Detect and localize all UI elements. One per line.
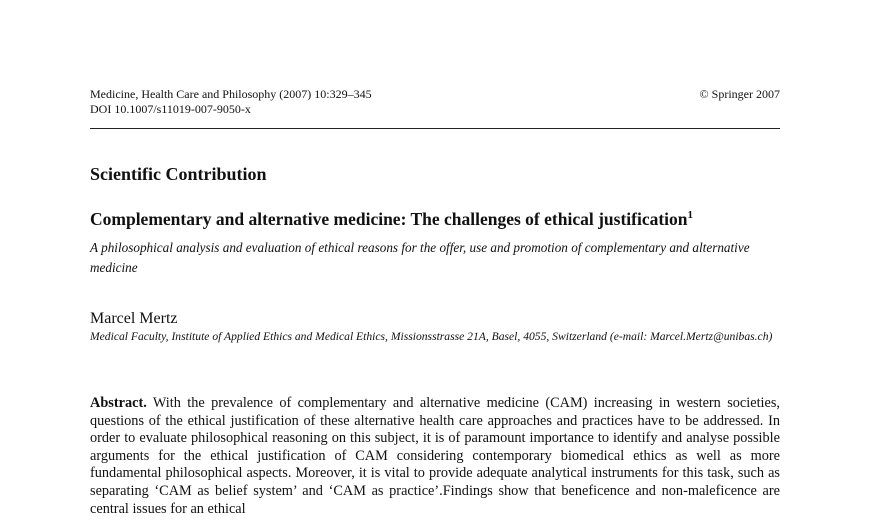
header-rule <box>90 128 780 129</box>
article-subtitle: A philosophical analysis and evaluation of ethical reasons for the offer, use and promotion of complementary and alternative medicine <box>90 240 750 275</box>
doi: DOI 10.1007/s11019-007-9050-x <box>90 102 251 116</box>
abstract <box>90 395 780 518</box>
journal-citation-block <box>90 87 372 117</box>
section-label: Scientific Contribution <box>90 164 267 184</box>
author-affiliation: Medical Faculty, Institute of Applied Ethics and Medical Ethics, Missionsstrasse 21A, Basel, 4055, Switzerland (e-mail: Marcel.Mertz@unibas.ch) <box>90 330 773 343</box>
abstract-text: With the prevalence of complementary and alternative medicine (CAM) increasing in western societies, questions of the ethical justification of these alternative health care approaches and practices have to be addressed. In order to evaluate philosophical reasoning on this subject, it is of paramount importance to identify and analyse possible arguments for the ethical justification of CAM considering contemporary biomedical ethics as well as more fundamental philosophical aspects. Moreover, it is vital to provide adequate analytical instruments for this task, such as separating ‘CAM as belief system’ and ‘CAM as practice’.Findings show that beneficence and non-maleficence are central issues for an ethical <box>90 395 780 517</box>
journal-citation: Medicine, Health Care and Philosophy (2007) 10:329–345 <box>90 87 372 101</box>
author-name: Marcel Mertz <box>90 310 178 327</box>
abstract-label: Abstract. <box>90 395 147 411</box>
title-footnote-marker[interactable]: 1 <box>687 209 694 221</box>
article-title <box>90 208 790 230</box>
article-title-text: Complementary and alternative medicine: The challenges of ethical justification <box>90 209 688 229</box>
copyright: © Springer 2007 <box>699 87 780 101</box>
